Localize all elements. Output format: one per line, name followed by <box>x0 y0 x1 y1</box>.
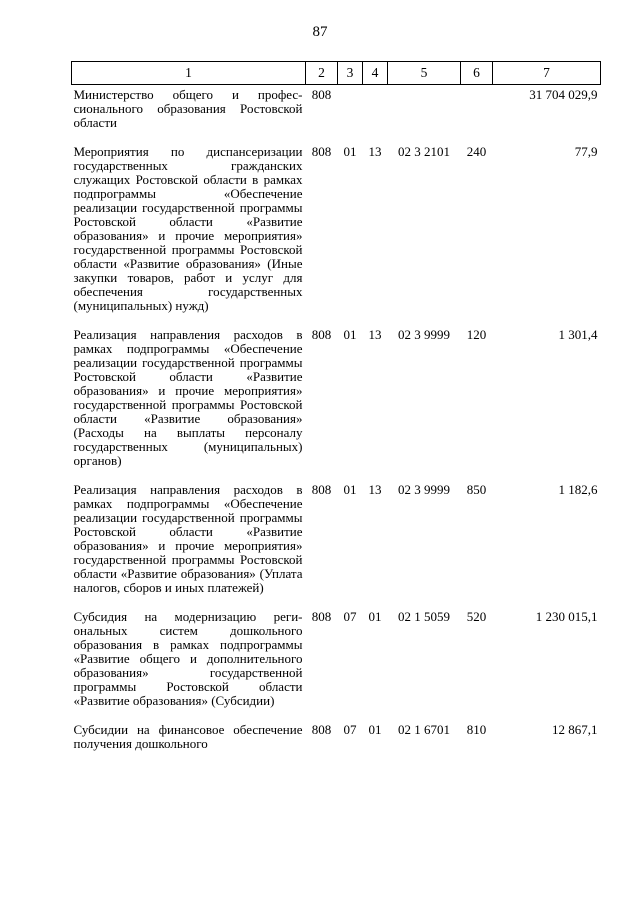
row-rz: 01 <box>343 144 357 159</box>
row-csr: 02 3 9999 <box>398 482 450 497</box>
row-vr: 810 <box>466 722 487 737</box>
row-ved: 808 <box>311 722 332 737</box>
table-row <box>72 85 601 143</box>
row-rz: 01 <box>343 482 357 497</box>
row-name: Реализация направления расходов в рамках подпрограммы «Обеспечение реализации государственной программы Ростовской области «Развитие образования» и прочие мероприятия» государственной программы Ростовской области «Развитие образования» (Уплата налогов, сборов и иных платежей) <box>73 482 303 595</box>
row-ved: 808 <box>311 482 332 497</box>
row-pr: 01 <box>368 609 382 624</box>
column-header-name: 1 <box>72 62 306 85</box>
row-sum: 77,9 <box>574 144 598 159</box>
row-rz <box>338 85 363 143</box>
row-pr: 01 <box>368 722 382 737</box>
row-pr <box>363 85 388 143</box>
table-row <box>72 480 601 607</box>
row-rz: 07 <box>343 609 357 624</box>
row-name: Субсидия на модернизацию региональных систем дошкольного образования в рамках подпрограммы «Развитие общего и дополнительного образования» государственной программы Ростовской области «Развитие образования» (Субсидии) <box>73 609 303 708</box>
row-pr: 13 <box>368 327 382 342</box>
column-header-vr: 6 <box>461 62 493 85</box>
row-sum: 1 301,4 <box>558 327 598 342</box>
row-ved: 808 <box>311 144 332 159</box>
row-csr: 02 1 6701 <box>398 722 450 737</box>
row-vr: 850 <box>466 482 487 497</box>
column-header-sum: 7 <box>493 62 601 85</box>
page-number: 87 <box>312 24 328 40</box>
row-rz: 07 <box>343 722 357 737</box>
table-row <box>72 720 601 763</box>
row-vr <box>461 85 493 143</box>
row-sum: 12 867,1 <box>552 722 598 737</box>
row-vr: 240 <box>466 144 487 159</box>
row-pr: 13 <box>368 482 382 497</box>
row-vr: 520 <box>466 609 487 624</box>
row-pr: 13 <box>368 144 382 159</box>
row-csr: 02 3 2101 <box>398 144 450 159</box>
budget-table <box>71 61 601 763</box>
row-sum: 31 704 029,9 <box>529 87 598 102</box>
row-sum: 1 230 015,1 <box>535 609 598 624</box>
row-csr: 02 1 5059 <box>398 609 450 624</box>
row-sum: 1 182,6 <box>558 482 598 497</box>
row-name: Реализация направления расходов в рамках подпрограммы «Обеспечение реализации государственной программы Ростовской области «Развитие образования» и прочие мероприятия» государственной программы Ростовской области «Развитие образования» (Расходы на выплаты персоналу государственных (муниципальных) органов) <box>73 327 303 468</box>
column-header-ved: 2 <box>306 62 338 85</box>
row-ved: 808 <box>311 609 332 624</box>
row-name: Министерство общего и профессионального образования Ростовской области <box>73 87 303 130</box>
row-csr <box>388 85 461 143</box>
row-ved: 808 <box>311 327 332 342</box>
row-name: Мероприятия по диспансеризации государственных гражданских служащих Ростовской области в рамках подпрограммы «Обеспечение реализации государственной программы Ростовской области «Развитие образования» и прочие мероприятия» государственной программы Ростовской области «Развитие образования» (Иные закупки товаров, работ и услуг для обеспечения государственных (муниципальных) нужд) <box>73 144 303 313</box>
row-vr: 120 <box>466 327 487 342</box>
row-rz: 01 <box>343 327 357 342</box>
table-row <box>72 325 601 480</box>
table-row <box>72 142 601 325</box>
row-csr: 02 3 9999 <box>398 327 450 342</box>
table-header-row <box>72 62 601 85</box>
column-header-rz: 3 <box>338 62 363 85</box>
column-header-csr: 5 <box>388 62 461 85</box>
row-name: Субсидии на финансовое обеспечение получения дошкольного <box>73 722 303 751</box>
column-header-pr: 4 <box>363 62 388 85</box>
row-ved: 808 <box>311 87 332 102</box>
table-row <box>72 607 601 720</box>
